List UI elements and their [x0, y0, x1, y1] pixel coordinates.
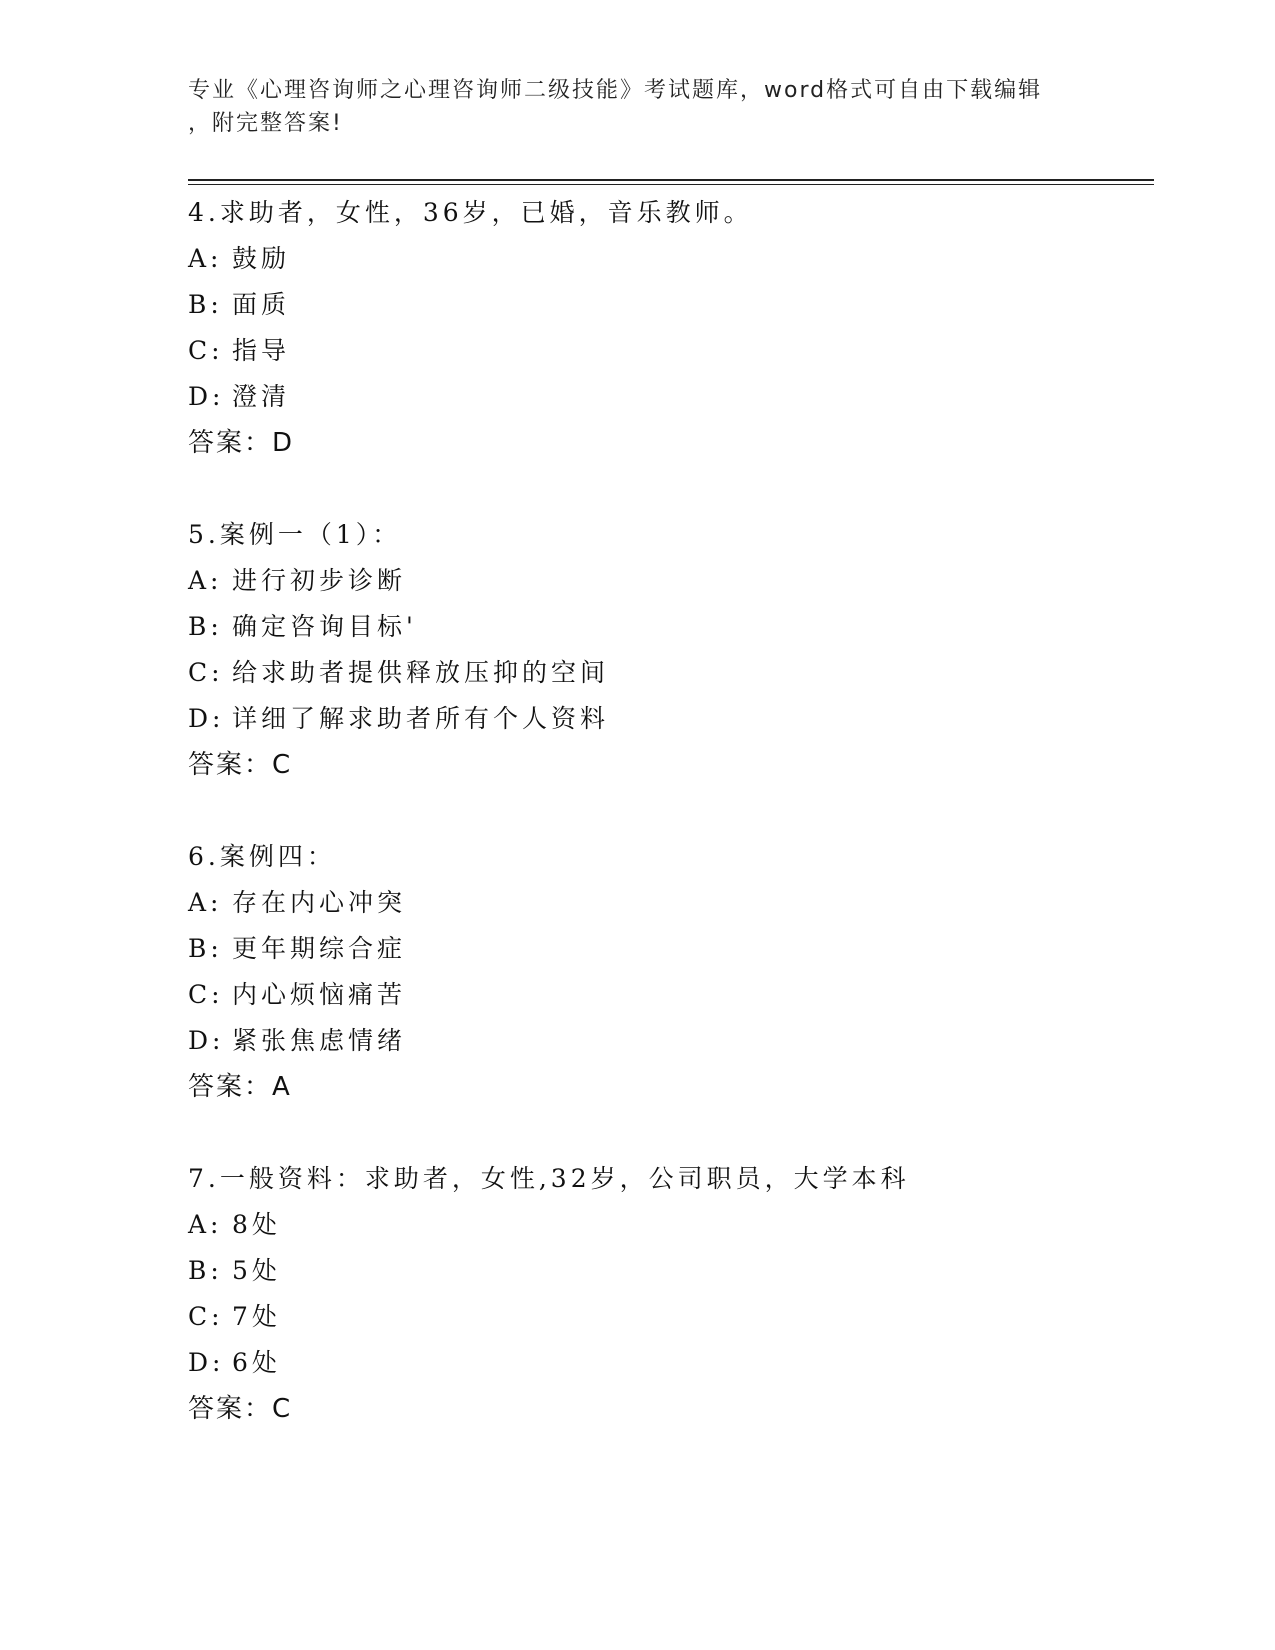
answer-line: 答案：A — [188, 1072, 292, 1102]
option-text: 指导 — [232, 336, 291, 365]
option-text: 面质 — [232, 290, 291, 319]
option-d — [188, 374, 1148, 420]
option-key: C: — [188, 1302, 224, 1331]
option-a — [188, 1202, 1148, 1248]
option-text: 5处 — [232, 1256, 281, 1285]
option-c — [188, 1294, 1148, 1340]
question-stem: 5.案例一（1）： — [188, 520, 402, 549]
option-text: 内心烦恼痛苦 — [232, 980, 407, 1009]
question-item — [188, 1156, 1148, 1432]
option-b — [188, 926, 1148, 972]
option-b — [188, 604, 1148, 650]
option-key: D: — [188, 704, 225, 733]
option-a — [188, 236, 1148, 282]
option-text: 详细了解求助者所有个人资料 — [232, 704, 610, 733]
option-c — [188, 650, 1148, 696]
option-text: 8处 — [232, 1210, 281, 1239]
option-a — [188, 880, 1148, 926]
header-divider-thick — [188, 179, 1154, 181]
option-key: A: — [188, 888, 223, 917]
option-text: 鼓励 — [232, 244, 291, 273]
option-d — [188, 1340, 1148, 1386]
question-item — [188, 190, 1148, 466]
question-stem: 7.一般资料：求助者，女性,32岁，公司职员，大学本科 — [188, 1164, 910, 1193]
option-key: B: — [188, 290, 223, 319]
option-key: B: — [188, 612, 223, 641]
option-d — [188, 1018, 1148, 1064]
answer-line: 答案：C — [188, 1394, 293, 1424]
question-item — [188, 512, 1148, 788]
option-text: 存在内心冲突 — [232, 888, 407, 917]
option-text: 澄清 — [232, 382, 291, 411]
question-item — [188, 834, 1148, 1110]
option-a — [188, 558, 1148, 604]
document-header — [188, 74, 1088, 140]
option-key: C: — [188, 658, 224, 687]
option-b — [188, 282, 1148, 328]
header-line-2: ，附完整答案! — [188, 111, 343, 136]
answer-line: 答案：D — [188, 428, 295, 458]
option-text: 6处 — [232, 1348, 281, 1377]
option-text: 确定咨询目标' — [232, 612, 417, 641]
header-divider-thin — [188, 184, 1154, 185]
option-key: D: — [188, 382, 225, 411]
option-key: A: — [188, 566, 223, 595]
question-list — [188, 190, 1148, 1478]
option-key: A: — [188, 1210, 223, 1239]
option-c — [188, 972, 1148, 1018]
option-text: 进行初步诊断 — [232, 566, 407, 595]
option-d — [188, 696, 1148, 742]
answer-line: 答案：C — [188, 750, 293, 780]
option-text: 给求助者提供释放压抑的空间 — [232, 658, 610, 687]
option-b — [188, 1248, 1148, 1294]
option-text: 更年期综合症 — [232, 934, 407, 963]
option-c — [188, 328, 1148, 374]
option-key: A: — [188, 244, 223, 273]
option-key: B: — [188, 1256, 223, 1285]
option-key: B: — [188, 934, 223, 963]
header-line-1: 专业《心理咨询师之心理咨询师二级技能》考试题库，word格式可自由下载编辑 — [188, 78, 1043, 103]
question-stem: 6.案例四： — [188, 842, 336, 871]
question-stem: 4.求助者，女性，36岁，已婚，音乐教师。 — [188, 198, 753, 227]
option-key: C: — [188, 336, 224, 365]
option-key: C: — [188, 980, 224, 1009]
option-text: 紧张焦虑情绪 — [232, 1026, 407, 1055]
option-text: 7处 — [232, 1302, 281, 1331]
option-key: D: — [188, 1348, 225, 1377]
option-key: D: — [188, 1026, 225, 1055]
